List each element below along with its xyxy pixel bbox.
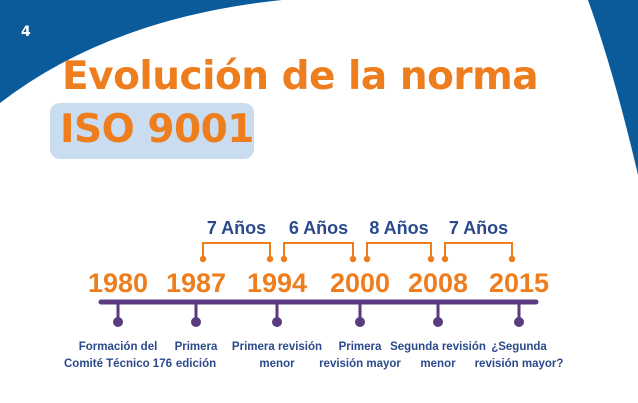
event-label: Formación del — [78, 341, 158, 353]
event-dot — [191, 317, 201, 327]
interval-bracket-dot — [281, 256, 287, 262]
interval-bracket-dot — [364, 256, 370, 262]
year-label: 1994 — [246, 268, 308, 298]
slide-number: 4 — [21, 24, 31, 40]
interval-bracket — [367, 243, 431, 259]
year-label: 2015 — [488, 268, 550, 298]
event-dot — [272, 317, 282, 327]
event-dot — [433, 317, 443, 327]
year-label: 1980 — [87, 268, 149, 298]
event-label: menor — [259, 358, 295, 370]
interval-bracket — [284, 243, 353, 259]
interval-bracket-dot — [200, 256, 206, 262]
interval-label: 8 Años — [369, 218, 429, 238]
event-dot — [355, 317, 365, 327]
event-label: Segunda revisión — [390, 341, 486, 353]
event-label: revisión mayor — [319, 358, 401, 370]
interval-label: 6 Años — [288, 218, 349, 238]
interval-label: 7 Años — [448, 218, 509, 238]
event-label: ¿Segunda — [491, 341, 547, 353]
year-label: 2008 — [407, 268, 469, 298]
title-line-1: Evolución de la norma — [62, 54, 539, 99]
interval-bracket-dot — [267, 256, 273, 262]
interval-label: 7 Años — [206, 218, 267, 238]
interval-bracket-dot — [350, 256, 356, 262]
title-line-2: ISO 9001 — [60, 107, 254, 152]
year-label: 2000 — [329, 268, 391, 298]
event-label: Comité Técnico 176 — [63, 358, 173, 370]
interval-bracket-dot — [509, 256, 515, 262]
interval-bracket-dot — [428, 256, 434, 262]
event-label: Primera — [174, 341, 218, 353]
event-dot — [113, 317, 123, 327]
event-label: menor — [420, 358, 456, 370]
event-label: revisión mayor? — [474, 358, 564, 370]
event-dot — [514, 317, 524, 327]
interval-bracket — [203, 243, 270, 259]
event-label: Primera revisión — [231, 341, 323, 353]
event-label: Primera — [338, 341, 382, 353]
event-label: edición — [175, 358, 217, 370]
interval-bracket-dot — [442, 256, 448, 262]
interval-bracket — [445, 243, 512, 259]
year-label: 1987 — [165, 268, 227, 298]
